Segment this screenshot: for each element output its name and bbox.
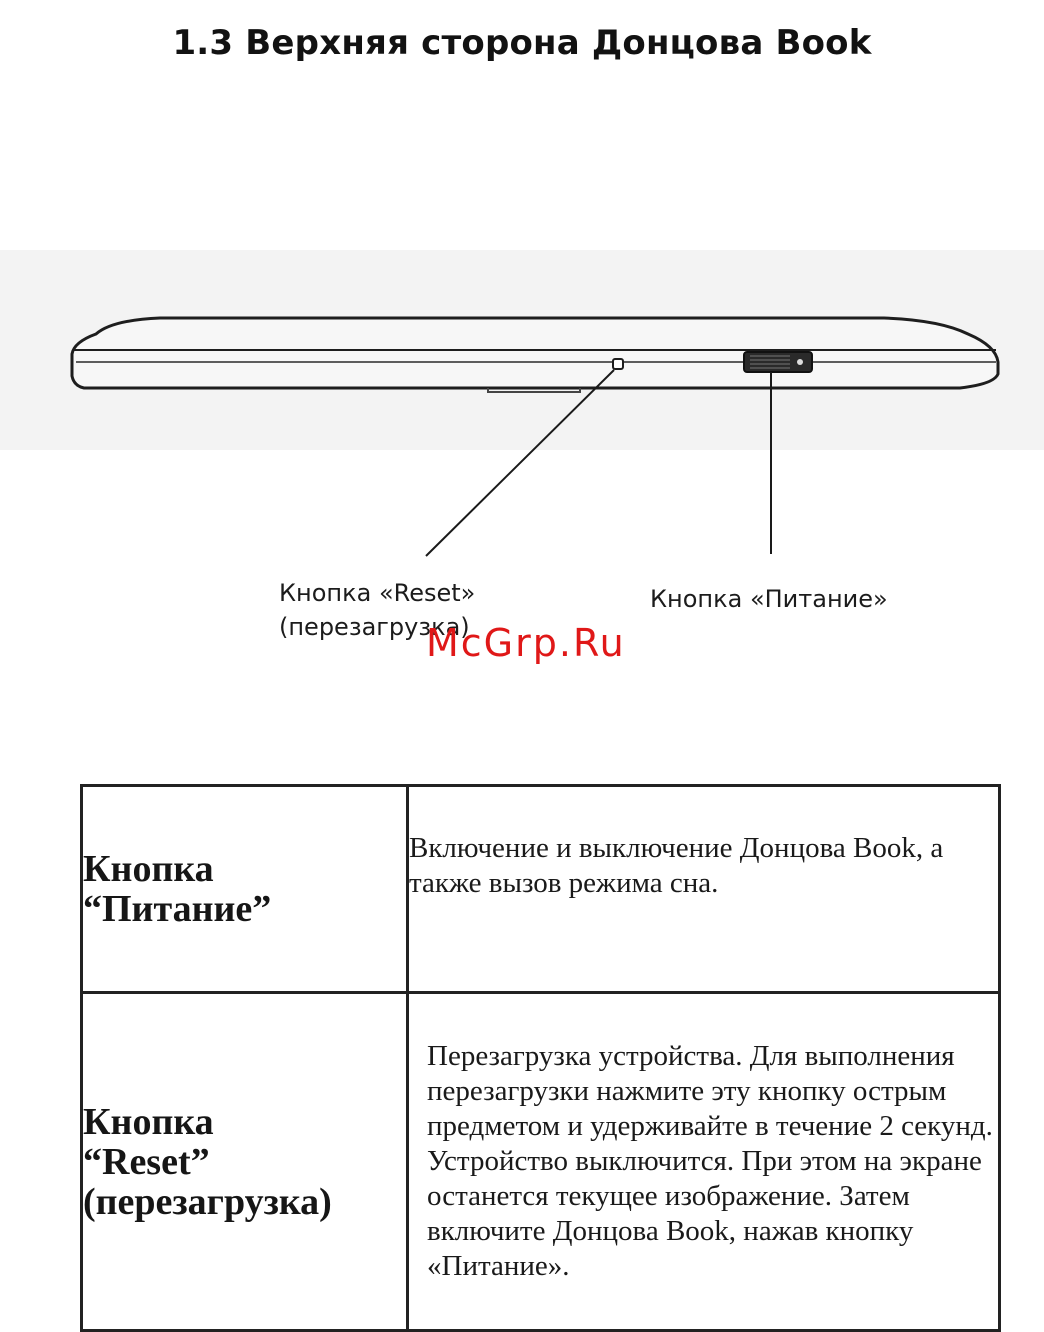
- power-indicator-dot: [797, 359, 803, 365]
- reset-callout-line1: Кнопка «Reset»: [279, 579, 476, 607]
- description-cell-reset: Перезагрузка устройства. Для выполнения перезагрузки нажмите эту кнопку острым предметом и удерживайте в течение 2 секунд. Устройство выключится. При этом на экране останется текущее изображение. Затем включите Донцова Book, нажав кнопку «Питание».: [408, 993, 1000, 1331]
- device-top-side-diagram: [0, 250, 1044, 720]
- table-row-power: [82, 786, 1000, 993]
- watermark: McGrp.Ru: [426, 621, 626, 665]
- table-row-reset: [82, 993, 1000, 1331]
- device-body: [72, 318, 998, 388]
- term-cell-power: [82, 786, 408, 993]
- power-callout-label: Кнопка «Питание»: [650, 585, 888, 613]
- term-cell-reset: [82, 993, 408, 1331]
- reset-callout-line2: (перезагрузка): [279, 613, 470, 641]
- buttons-table: [80, 784, 1001, 1332]
- page-title: 1.3 Верхняя сторона Донцова Book: [172, 22, 872, 63]
- term-line: “Reset”: [83, 1140, 210, 1183]
- description-cell-power: Включение и выключение Донцова Book, а также вызов режима сна.: [408, 786, 1000, 993]
- term-line: Кнопка: [83, 1100, 214, 1143]
- term-line: “Питание”: [83, 888, 272, 930]
- term-line: Кнопка: [83, 848, 214, 890]
- term-line: (перезагрузка): [83, 1180, 332, 1223]
- reset-button-hole: [613, 359, 623, 369]
